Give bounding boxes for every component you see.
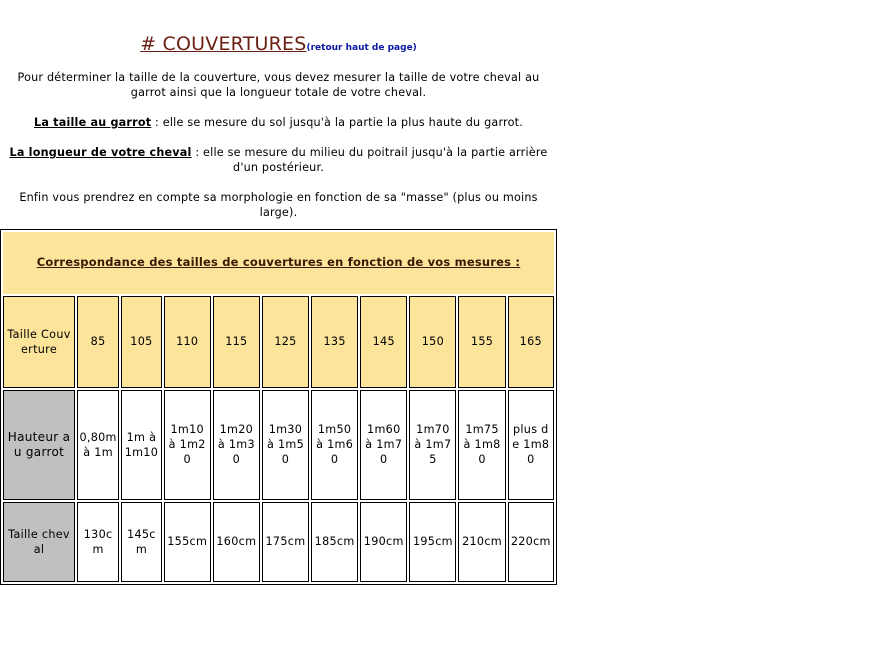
caption-row	[3, 232, 554, 294]
table-cell: 125	[262, 296, 309, 388]
longueur-definition	[0, 145, 557, 175]
row-label: Taille Couverture	[3, 296, 75, 388]
table-cell: 105	[121, 296, 161, 388]
table-cell: 1m30 à 1m50	[262, 390, 309, 500]
table-cell: 1m50 à 1m60	[311, 390, 358, 500]
table-cell: 130cm	[77, 502, 119, 582]
table-cell: 1m75 à 1m80	[458, 390, 505, 500]
page-content	[0, 0, 557, 220]
table-row-taille-cheval	[3, 502, 554, 582]
garrot-text: : elle se mesure du sol jusqu'à la partie la plus haute du garrot.	[151, 116, 523, 129]
table-cell: 185cm	[311, 502, 358, 582]
intro-paragraph: Pour déterminer la taille de la couverture, vous devez mesurer la taille de votre cheval au garrot ainsi que la longueur totale de votre cheval.	[17, 71, 540, 99]
table-cell: 145cm	[121, 502, 161, 582]
table-cell: plus de 1m80	[508, 390, 554, 500]
table-cell: 135	[311, 296, 358, 388]
table-cell: 115	[213, 296, 260, 388]
longueur-text: : elle se mesure du milieu du poitrail jusqu'à la partie arrière d'un postérieur.	[191, 146, 548, 174]
table-caption-text: Correspondance des tailles de couvertures en fonction de vos mesures :	[36, 255, 521, 270]
table-cell: 155	[458, 296, 505, 388]
table-cell: 150	[409, 296, 456, 388]
table-cell: 220cm	[508, 502, 554, 582]
table-cell: 110	[164, 296, 211, 388]
table-row-hauteur-garrot	[3, 390, 554, 500]
table-cell: 210cm	[458, 502, 505, 582]
table-cell: 175cm	[262, 502, 309, 582]
table-cell: 165	[508, 296, 554, 388]
table-cell: 145	[360, 296, 407, 388]
table-cell: 155cm	[164, 502, 211, 582]
longueur-term: La longueur de votre cheval	[9, 146, 192, 159]
table-cell: 1m60 à 1m70	[360, 390, 407, 500]
table-cell: 190cm	[360, 502, 407, 582]
back-to-top-link[interactable]: (retour haut de page)	[306, 43, 417, 53]
table-caption	[37, 255, 520, 269]
table-cell: 195cm	[409, 502, 456, 582]
table-cell: 160cm	[213, 502, 260, 582]
row-label: Taille cheval	[3, 502, 75, 582]
section-title: # COUVERTURES	[140, 33, 307, 55]
table-row-taille-couverture	[3, 296, 554, 388]
garrot-definition	[0, 115, 557, 130]
table-cell: 1m10 à 1m20	[164, 390, 211, 500]
morphology-paragraph: Enfin vous prendrez en compte sa morphologie en fonction de sa "masse" (plus ou moins large).	[19, 191, 538, 219]
table-cell: 0,80m à 1m	[77, 390, 119, 500]
size-correspondence-table	[0, 229, 557, 585]
table-cell: 85	[77, 296, 119, 388]
table-cell: 1m à 1m10	[121, 390, 161, 500]
table-caption-cell	[3, 232, 554, 294]
section-header	[0, 32, 557, 56]
table-cell: 1m20 à 1m30	[213, 390, 260, 500]
table-cell: 1m70 à 1m75	[409, 390, 456, 500]
row-label: Hauteur au garrot	[3, 390, 75, 500]
garrot-term: La taille au garrot	[34, 116, 152, 129]
